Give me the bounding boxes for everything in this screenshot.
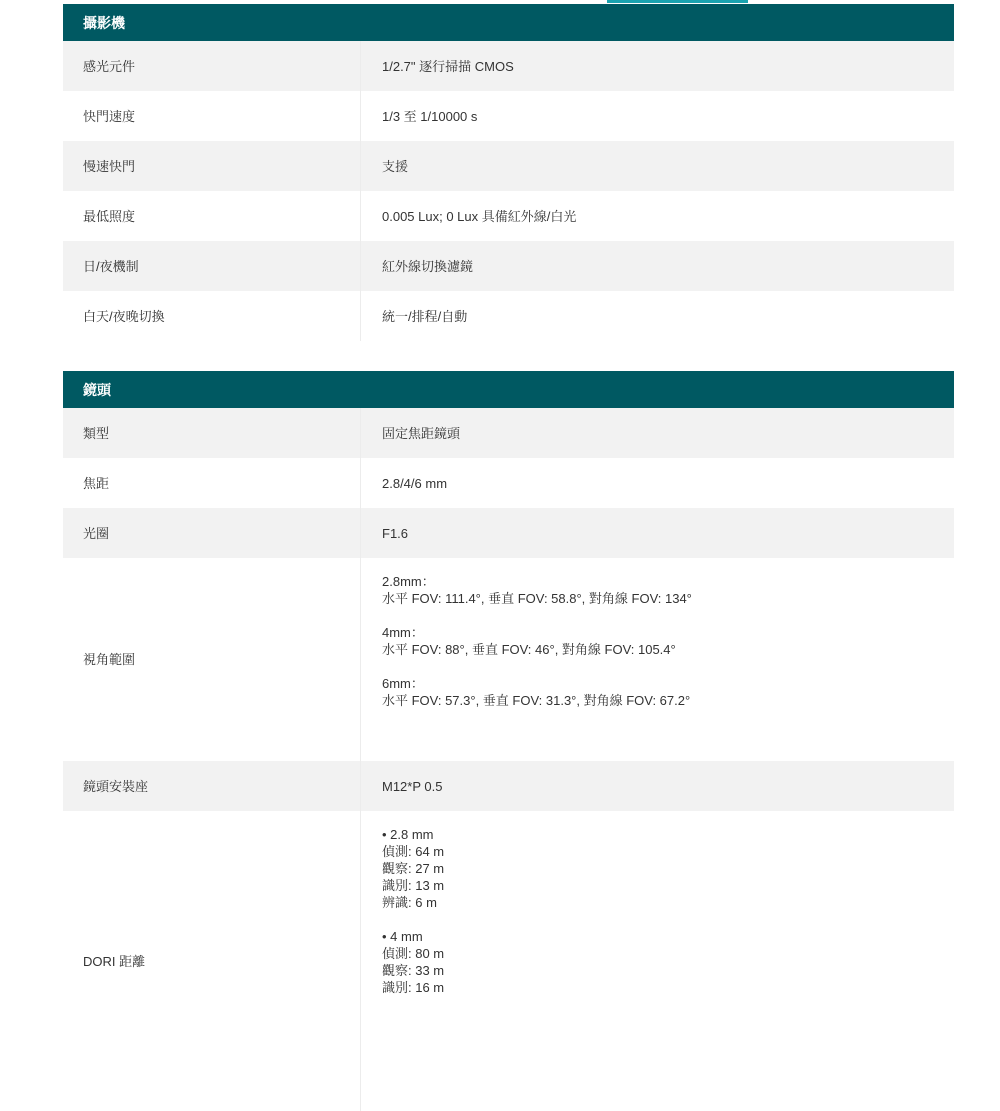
spec-row-dori-distance xyxy=(63,811,954,1111)
fov-title: 6mm： xyxy=(382,676,424,691)
spec-row-lens-type xyxy=(63,408,954,458)
spec-row-lens-mount xyxy=(63,761,954,811)
spec-label: DORI 距離 xyxy=(63,811,361,1111)
spec-row-slow-shutter xyxy=(63,141,954,191)
spec-value: 支援 xyxy=(382,158,409,174)
camera-spec-table xyxy=(63,4,954,341)
spec-row-day-night-switch xyxy=(63,291,954,341)
spec-label: 最低照度 xyxy=(63,191,361,241)
lens-section-header: 鏡頭 xyxy=(63,371,954,408)
dori-line: 偵測: 80 m xyxy=(382,946,445,961)
fov-title: 4mm： xyxy=(382,625,424,640)
dori-title: • 2.8 mm xyxy=(382,827,434,842)
spec-value: F1.6 xyxy=(382,525,409,541)
spec-label: 鏡頭安裝座 xyxy=(63,761,361,811)
spec-label: 光圈 xyxy=(63,508,361,558)
lens-spec-table xyxy=(63,371,954,1111)
spec-row-min-illumination xyxy=(63,191,954,241)
spec-label: 日/夜機制 xyxy=(63,241,361,291)
spec-row-sensor xyxy=(63,41,954,91)
spec-row-shutter-speed xyxy=(63,91,954,141)
dori-group xyxy=(382,928,954,996)
spec-label: 慢速快門 xyxy=(63,141,361,191)
fov-detail: 水平 FOV: 111.4°, 垂直 FOV: 58.8°, 對角線 FOV: 134° xyxy=(382,591,692,606)
spec-row-aperture xyxy=(63,508,954,558)
dori-line: 辨識: 6 m xyxy=(382,895,437,910)
spec-value-dori xyxy=(361,811,954,1111)
camera-section-header: 攝影機 xyxy=(63,4,954,41)
spec-label: 視角範圍 xyxy=(63,558,361,761)
spec-value: 紅外線切換濾鏡 xyxy=(382,258,474,274)
spec-value: 統一/排程/自動 xyxy=(382,308,468,324)
spec-label: 白天/夜晚切換 xyxy=(63,291,361,341)
dori-line: 觀察: 33 m xyxy=(382,963,445,978)
spec-row-day-night xyxy=(63,241,954,291)
fov-title: 2.8mm： xyxy=(382,574,435,589)
spec-label: 焦距 xyxy=(63,458,361,508)
spec-value: 2.8/4/6 mm xyxy=(382,475,448,491)
fov-group xyxy=(382,573,954,607)
spec-value: 1/2.7" 逐行掃描 CMOS xyxy=(382,58,514,74)
dori-line: 偵測: 64 m xyxy=(382,844,445,859)
spec-value: M12*P 0.5 xyxy=(382,778,443,794)
spec-value: 固定焦距鏡頭 xyxy=(382,425,461,441)
dori-line: 識別: 13 m xyxy=(382,878,445,893)
spec-value: 1/3 至 1/10000 s xyxy=(382,108,478,124)
spec-row-focal-length xyxy=(63,458,954,508)
spec-value: 0.005 Lux; 0 Lux 具備紅外線/白光 xyxy=(382,208,577,224)
spec-row-field-of-view xyxy=(63,558,954,761)
fov-detail: 水平 FOV: 88°, 垂直 FOV: 46°, 對角線 FOV: 105.4° xyxy=(382,642,676,657)
fov-group xyxy=(382,624,954,658)
active-tab-indicator xyxy=(607,0,748,3)
spec-label: 快門速度 xyxy=(63,91,361,141)
dori-line: 識別: 16 m xyxy=(382,980,445,995)
fov-group xyxy=(382,675,954,709)
spec-value-fov xyxy=(361,558,954,761)
spec-label: 類型 xyxy=(63,408,361,458)
fov-detail: 水平 FOV: 57.3°, 垂直 FOV: 31.3°, 對角線 FOV: 67.2° xyxy=(382,693,691,708)
dori-line: 觀察: 27 m xyxy=(382,861,445,876)
dori-group xyxy=(382,826,954,911)
dori-title: • 4 mm xyxy=(382,929,423,944)
spec-label: 感光元件 xyxy=(63,41,361,91)
